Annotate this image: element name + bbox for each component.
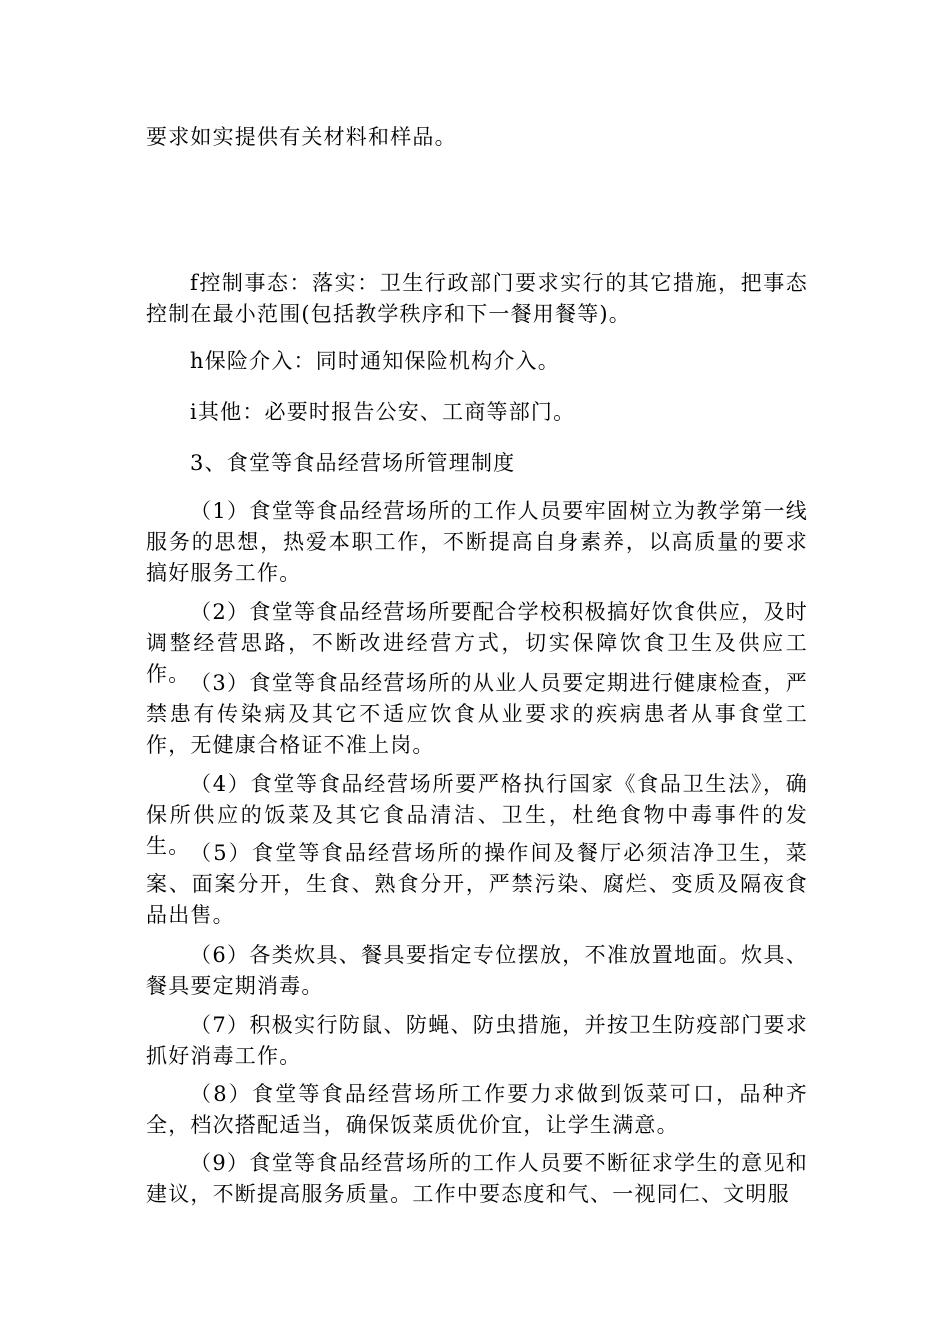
paragraph-continuation: 要求如实提供有关材料和样品。 xyxy=(146,125,457,149)
paragraph-other: i其他：必要时报告公安、工商等部门。 xyxy=(190,400,576,424)
section-heading: 3、食堂等食品经营场所管理制度 xyxy=(190,451,516,475)
paragraph-insurance: h保险介入：同时通知保险机构介入。 xyxy=(190,349,560,373)
rule-item-6: （6）各类炊具、餐具要指定专位摆放，不准放置地面。炊具、餐具要定期消毒。 xyxy=(146,943,808,998)
rule-item-7: （7）积极实行防鼠、防蝇、防虫措施，并按卫生防疫部门要求抓好消毒工作。 xyxy=(146,1013,808,1068)
rule-item-3: （3）食堂等食品经营场所的从业人员要定期进行健康检查，严禁患有传染病及其它不适应饮食从业要求的疾病患者从事食堂工作，无健康合格证不准上岗。 xyxy=(146,671,808,757)
rule-item-2: （2）食堂等食品经营场所要配合学校积极搞好饮食供应，及时调整经营思路，不断改进经营方式，切实保障饮食卫生及供应工作。 xyxy=(146,600,808,686)
rule-item-1: （1）食堂等食品经营场所的工作人员要牢固树立为教学第一线服务的思想，热爱本职工作，不断提高自身素养，以高质量的要求搞好服务工作。 xyxy=(146,499,808,585)
rule-item-8: （8）食堂等食品经营场所工作要力求做到饭菜可口，品种齐全，档次搭配适当，确保饭菜质优价宜，让学生满意。 xyxy=(146,1082,808,1137)
rule-item-5: （5）食堂等食品经营场所的操作间及餐厅必须洁净卫生，菜案、面案分开，生食、熟食分开，严禁污染、腐烂、变质及隔夜食品出售。 xyxy=(146,841,808,927)
rule-item-4: （4）食堂等食品经营场所要严格执行国家《食品卫生法》，确保所供应的饭菜及其它食品清洁、卫生，杜绝食物中毒事件的发生。 xyxy=(146,772,808,858)
rule-item-9: （9）食堂等食品经营场所的工作人员要不断征求学生的意见和建议，不断提高服务质量。工作中要态度和气、一视同仁、文明服 xyxy=(146,1151,808,1206)
paragraph-control-situation: f控制事态：落实：卫生行政部门要求实行的其它措施，把事态控制在最小范围(包括教学秩序和下一餐用餐等)。 xyxy=(146,271,808,326)
